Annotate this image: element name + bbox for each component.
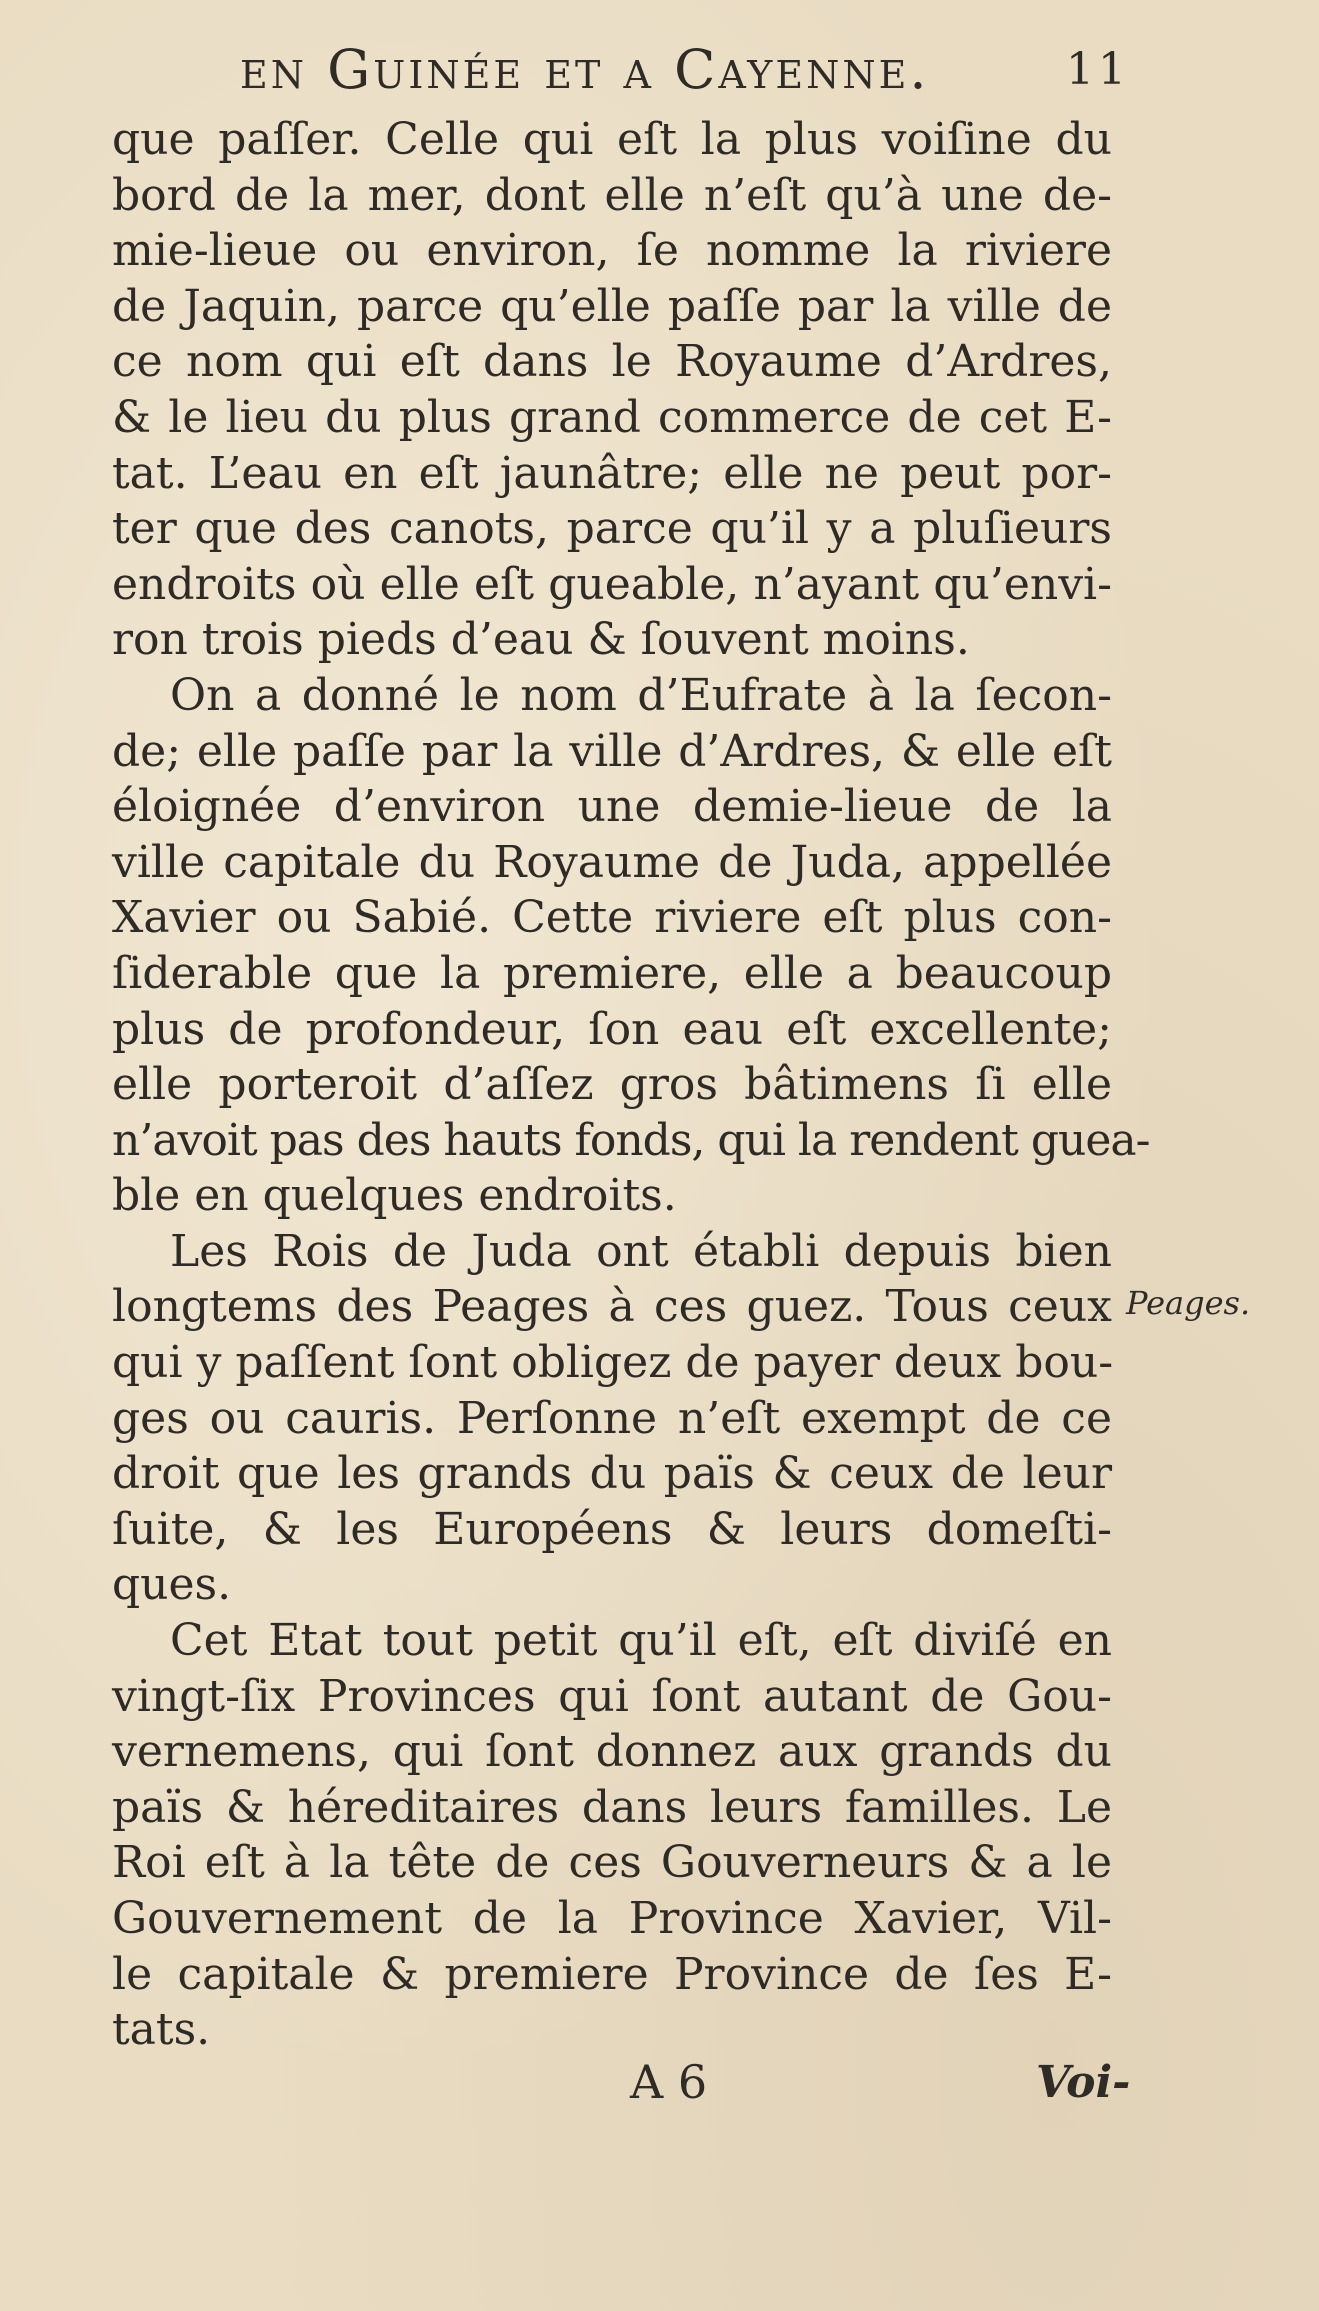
- text-line: éloignée d’environ une demie-lieue de la: [112, 781, 1112, 833]
- text-line: longtems des Peages à ces guez. Tous ceux: [112, 1281, 1112, 1333]
- text-line: vernemens, qui ſont donnez aux grands du: [112, 1726, 1112, 1778]
- text-line: plus de profondeur, ſon eau eſt excellente;: [112, 1003, 1112, 1055]
- text-line: que paſſer. Celle qui eſt la plus voiſine du: [112, 114, 1112, 165]
- text-line: & le lieu du plus grand commerce de cet E-: [112, 391, 1112, 443]
- signature-mark: A 6: [630, 2055, 708, 2109]
- text-line: ges ou cauris. Perſonne n’eſt exempt de ce: [112, 1392, 1112, 1444]
- text-line: Cet Etat tout petit qu’il eſt, eſt diviſé en: [170, 1615, 1112, 1667]
- text-line: ter que des canots, parce qu’il y a pluſieurs: [112, 503, 1112, 555]
- page-footer: [0, 2055, 1319, 2115]
- body-text: [112, 112, 1150, 2058]
- text-line: ville capitale du Royaume de Juda, appellée: [112, 836, 1112, 888]
- text-line: le capitale & premiere Province de ſes E-: [112, 1948, 1112, 2000]
- text-line: On a donné le nom d’Eufrate à la ſecon-: [170, 669, 1112, 721]
- text-line: ble en quelques endroits.: [112, 1170, 677, 1222]
- text-line: ques.: [112, 1559, 232, 1611]
- text-line: qui y paſſent ſont obligez de payer deux bou-: [112, 1337, 1114, 1389]
- text-line: vingt-ſix Provinces qui ſont autant de Gou-: [112, 1670, 1112, 1722]
- text-line: ſiderable que la premiere, elle a beaucoup: [112, 947, 1112, 999]
- text-line: bord de la mer, dont elle n’eſt qu’à une de-: [112, 169, 1112, 221]
- text-line: Gouvernement de la Province Xavier, Vil-: [112, 1893, 1112, 1944]
- text-line: droit que les grands du païs & ceux de leur: [112, 1448, 1112, 1500]
- text-line: tat. L’eau en eſt jaunâtre; elle ne peut por-: [112, 447, 1112, 499]
- text-line: Les Rois de Juda ont établi depuis bien: [170, 1225, 1112, 1277]
- text-line: endroits où elle eſt gueable, n’ayant qu’envi-: [112, 558, 1112, 610]
- text-line: Xavier ou Sabié. Cette riviere eſt plus con-: [112, 892, 1112, 944]
- page-number: 11: [1066, 44, 1130, 95]
- running-title: en Guinée et a Cayenne.: [240, 38, 930, 101]
- text-line: ce nom qui eſt dans le Royaume d’Ardres,: [112, 336, 1112, 388]
- text-line: ron trois pieds d’eau & ſouvent moins.: [112, 614, 970, 666]
- catchword: Voi-: [1036, 2057, 1131, 2108]
- text-line: n’avoit pas des hauts fonds, qui la rendent guea-: [112, 1114, 1150, 1166]
- text-line: tats.: [112, 2004, 211, 2056]
- page-header: [170, 38, 1130, 108]
- text-line: de; elle paſſe par la ville d’Ardres, & elle eſt: [112, 725, 1112, 777]
- text-line: de Jaquin, parce qu’elle paſſe par la ville de: [112, 280, 1112, 332]
- text-line: Roi eſt à la tête de ces Gouverneurs & a le: [112, 1837, 1112, 1889]
- text-line: ſuite, & les Européens & leurs domeſti-: [112, 1503, 1112, 1555]
- margin-note: Peages.: [1126, 1284, 1251, 1322]
- text-line: mie-lieue ou environ, ſe nomme la riviere: [112, 225, 1112, 277]
- text-line: elle porteroit d’aſſez gros bâtimens ſi elle: [112, 1059, 1112, 1111]
- text-line: païs & héreditaires dans leurs familles. Le: [112, 1781, 1112, 1833]
